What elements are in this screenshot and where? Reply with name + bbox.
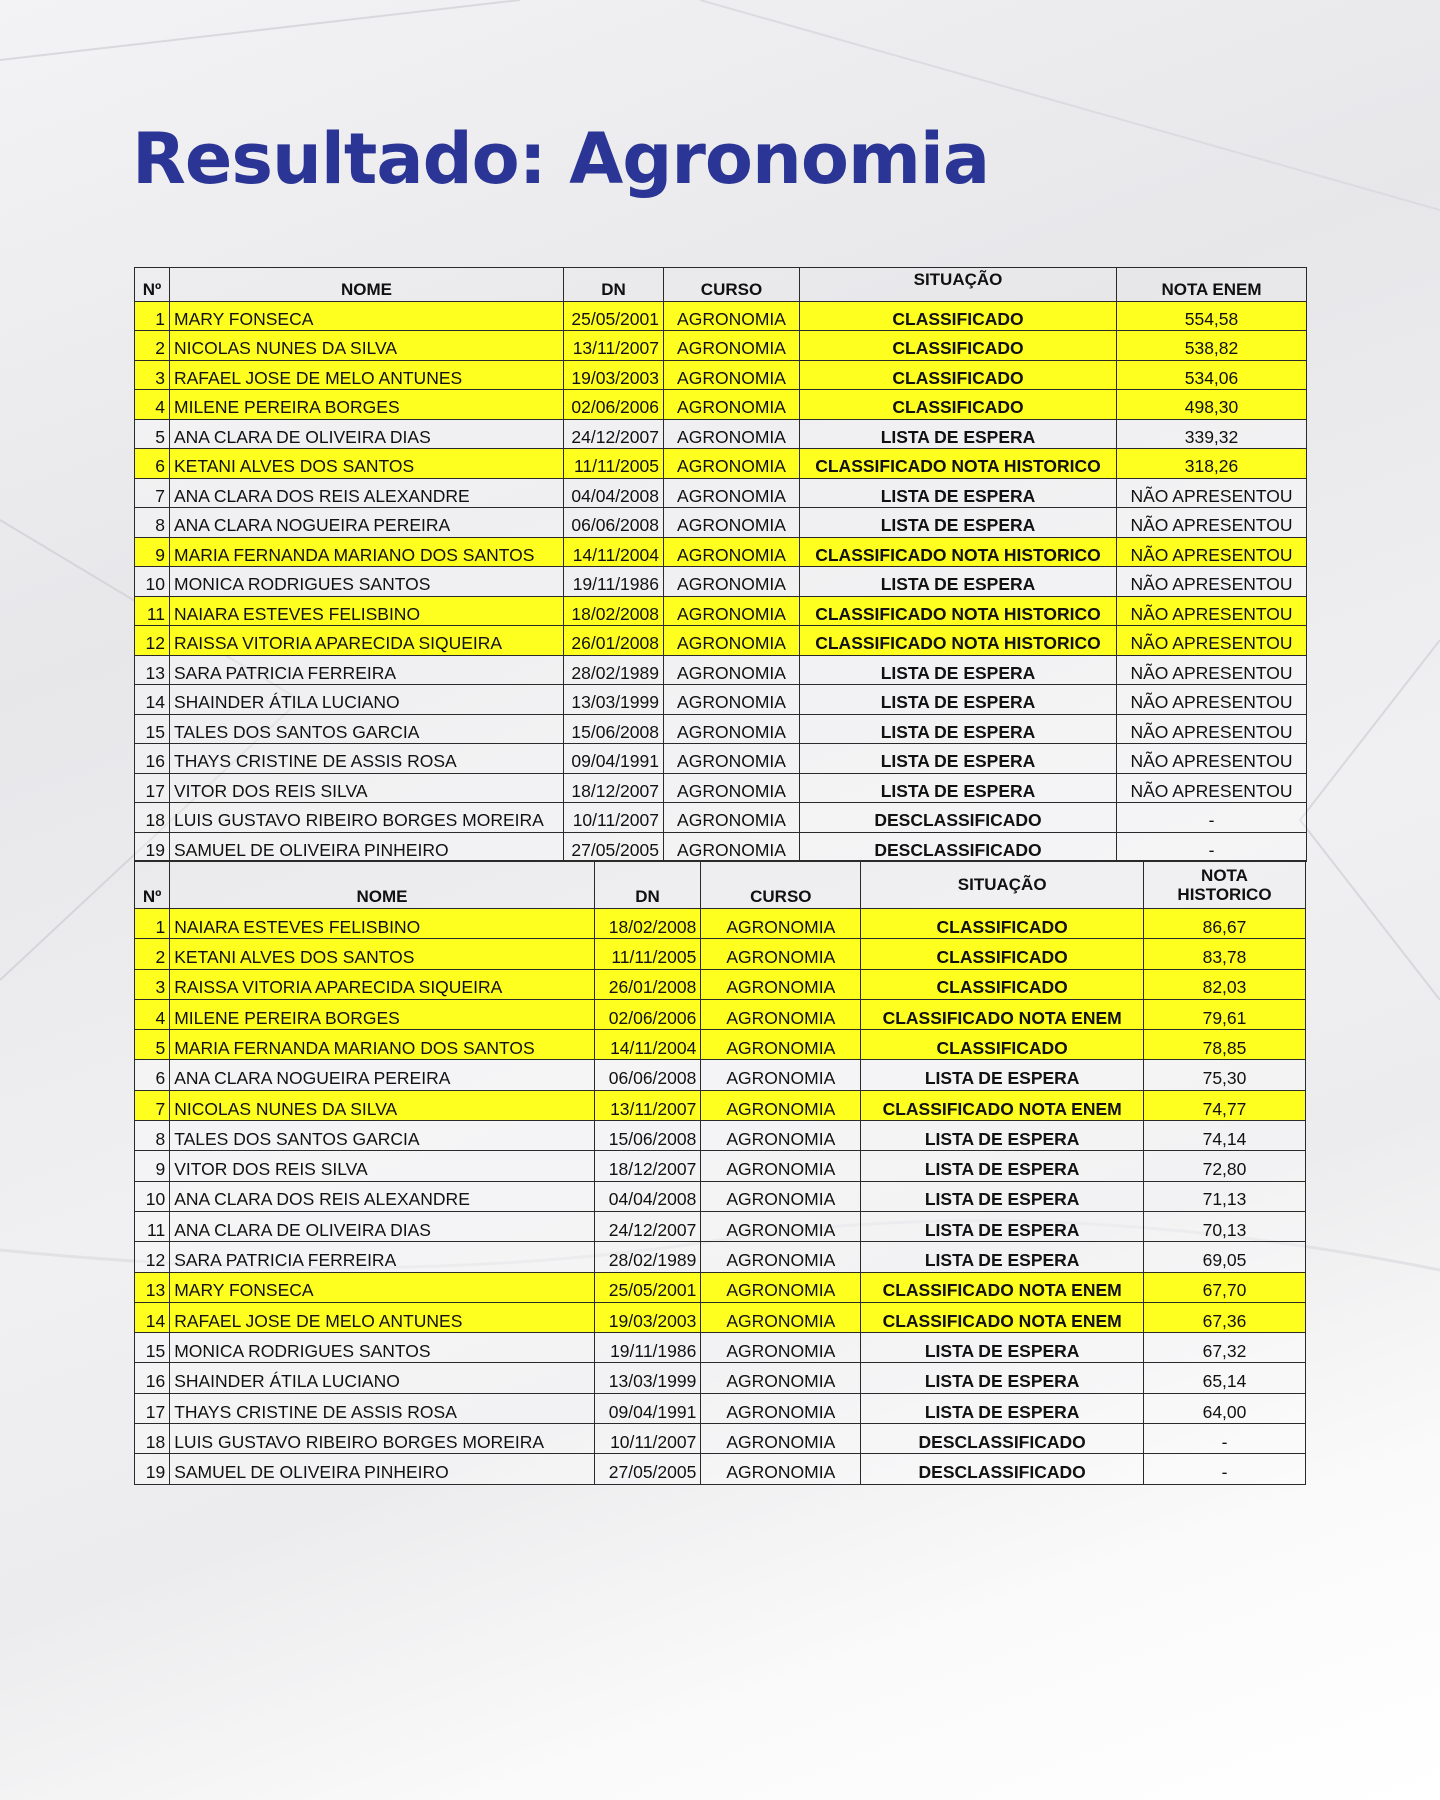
score: 498,30 (1117, 390, 1307, 420)
course: AGRONOMIA (664, 744, 800, 774)
table-row (135, 999, 1306, 1029)
table-row (135, 1272, 1306, 1302)
table-row (135, 331, 1307, 361)
birth-date: 26/01/2008 (594, 969, 701, 999)
course: AGRONOMIA (664, 508, 800, 538)
table-row (135, 655, 1307, 685)
row-number: 13 (135, 1272, 170, 1302)
status: DESCLASSIFICADO (861, 1424, 1144, 1454)
student-name: ANA CLARA DOS REIS ALEXANDRE (170, 478, 564, 508)
table-row (135, 1211, 1306, 1241)
course: AGRONOMIA (664, 685, 800, 715)
course: AGRONOMIA (664, 714, 800, 744)
student-name: RAFAEL JOSE DE MELO ANTUNES (170, 360, 564, 390)
row-number: 10 (135, 1181, 170, 1211)
table-row (135, 1302, 1306, 1332)
student-name: NICOLAS NUNES DA SILVA (170, 331, 564, 361)
status: DESCLASSIFICADO (800, 803, 1117, 833)
status: LISTA DE ESPERA (800, 655, 1117, 685)
student-name: SARA PATRICIA FERREIRA (170, 655, 564, 685)
row-number: 18 (135, 1424, 170, 1454)
score: 74,77 (1144, 1090, 1306, 1120)
row-number: 16 (135, 744, 170, 774)
birth-date: 11/11/2005 (594, 939, 701, 969)
birth-date: 14/11/2004 (564, 537, 664, 567)
status: CLASSIFICADO NOTA HISTORICO (800, 449, 1117, 479)
score: 65,14 (1144, 1363, 1306, 1393)
score: - (1144, 1424, 1306, 1454)
course: AGRONOMIA (664, 301, 800, 331)
row-number: 5 (135, 419, 170, 449)
birth-date: 19/03/2003 (594, 1302, 701, 1332)
student-name: NAIARA ESTEVES FELISBINO (170, 596, 564, 626)
row-number: 8 (135, 508, 170, 538)
birth-date: 18/12/2007 (594, 1151, 701, 1181)
row-number: 9 (135, 537, 170, 567)
col-header-name: NOME (170, 268, 564, 302)
row-number: 3 (135, 969, 170, 999)
student-name: SAMUEL DE OLIVEIRA PINHEIRO (170, 1454, 595, 1484)
course: AGRONOMIA (664, 626, 800, 656)
student-name: NAIARA ESTEVES FELISBINO (170, 909, 595, 939)
birth-date: 13/03/1999 (594, 1363, 701, 1393)
table-row (135, 832, 1307, 862)
table-row (135, 1393, 1306, 1423)
row-number: 6 (135, 1060, 170, 1090)
birth-date: 18/02/2008 (564, 596, 664, 626)
col-header-dn: DN (594, 861, 701, 909)
row-number: 14 (135, 685, 170, 715)
score: NÃO APRESENTOU (1117, 685, 1307, 715)
birth-date: 19/11/1986 (594, 1333, 701, 1363)
birth-date: 19/03/2003 (564, 360, 664, 390)
table-row (135, 390, 1307, 420)
student-name: RAFAEL JOSE DE MELO ANTUNES (170, 1302, 595, 1332)
row-number: 2 (135, 939, 170, 969)
row-number: 4 (135, 390, 170, 420)
status: LISTA DE ESPERA (800, 685, 1117, 715)
table-row (135, 1181, 1306, 1211)
col-header-nota-historico (1144, 861, 1306, 909)
table-row (135, 1090, 1306, 1120)
student-name: TALES DOS SANTOS GARCIA (170, 1121, 595, 1151)
score: 86,67 (1144, 909, 1306, 939)
row-number: 14 (135, 1302, 170, 1332)
status: CLASSIFICADO NOTA ENEM (861, 999, 1144, 1029)
status: LISTA DE ESPERA (861, 1333, 1144, 1363)
student-name: SHAINDER ÁTILA LUCIANO (170, 685, 564, 715)
row-number: 2 (135, 331, 170, 361)
student-name: MONICA RODRIGUES SANTOS (170, 1333, 595, 1363)
score: 339,32 (1117, 419, 1307, 449)
row-number: 1 (135, 909, 170, 939)
student-name: RAISSA VITORIA APARECIDA SIQUEIRA (170, 969, 595, 999)
student-name: ANA CLARA DOS REIS ALEXANDRE (170, 1181, 595, 1211)
student-name: MARY FONSECA (170, 1272, 595, 1302)
status: CLASSIFICADO (800, 360, 1117, 390)
student-name: MONICA RODRIGUES SANTOS (170, 567, 564, 597)
course: AGRONOMIA (701, 999, 861, 1029)
table-row (135, 969, 1306, 999)
status: LISTA DE ESPERA (861, 1393, 1144, 1423)
course: AGRONOMIA (701, 1363, 861, 1393)
birth-date: 02/06/2006 (594, 999, 701, 1029)
course: AGRONOMIA (664, 832, 800, 862)
table-row (135, 1151, 1306, 1181)
birth-date: 09/04/1991 (564, 744, 664, 774)
table-row (135, 449, 1307, 479)
score: 78,85 (1144, 1030, 1306, 1060)
course: AGRONOMIA (701, 939, 861, 969)
course: AGRONOMIA (664, 419, 800, 449)
col-header-num: Nº (135, 861, 170, 909)
score: 554,58 (1117, 301, 1307, 331)
status: CLASSIFICADO (800, 301, 1117, 331)
status: LISTA DE ESPERA (861, 1363, 1144, 1393)
score: 79,61 (1144, 999, 1306, 1029)
student-name: THAYS CRISTINE DE ASSIS ROSA (170, 1393, 595, 1423)
score: 71,13 (1144, 1181, 1306, 1211)
table-row (135, 773, 1307, 803)
course: AGRONOMIA (701, 1060, 861, 1090)
status: CLASSIFICADO (861, 939, 1144, 969)
course: AGRONOMIA (664, 537, 800, 567)
student-name: LUIS GUSTAVO RIBEIRO BORGES MOREIRA (170, 1424, 595, 1454)
course: AGRONOMIA (701, 1454, 861, 1484)
table-row (135, 596, 1307, 626)
score: NÃO APRESENTOU (1117, 478, 1307, 508)
score: NÃO APRESENTOU (1117, 773, 1307, 803)
score: - (1117, 803, 1307, 833)
col-header-curso: CURSO (664, 268, 800, 302)
score: 69,05 (1144, 1242, 1306, 1272)
score: 83,78 (1144, 939, 1306, 969)
row-number: 11 (135, 596, 170, 626)
course: AGRONOMIA (701, 1211, 861, 1241)
status: CLASSIFICADO NOTA HISTORICO (800, 596, 1117, 626)
historico-table-body (135, 909, 1306, 1485)
table-header-row (135, 861, 1306, 909)
student-name: MARIA FERNANDA MARIANO DOS SANTOS (170, 537, 564, 567)
student-name: THAYS CRISTINE DE ASSIS ROSA (170, 744, 564, 774)
row-number: 15 (135, 1333, 170, 1363)
score: 72,80 (1144, 1151, 1306, 1181)
score: 67,36 (1144, 1302, 1306, 1332)
status: DESCLASSIFICADO (861, 1454, 1144, 1484)
student-name: MARIA FERNANDA MARIANO DOS SANTOS (170, 1030, 595, 1060)
table-row (135, 1454, 1306, 1484)
birth-date: 06/06/2008 (564, 508, 664, 538)
course: AGRONOMIA (664, 360, 800, 390)
status: LISTA DE ESPERA (861, 1121, 1144, 1151)
birth-date: 28/02/1989 (594, 1242, 701, 1272)
row-number: 18 (135, 803, 170, 833)
table-row (135, 508, 1307, 538)
birth-date: 10/11/2007 (594, 1424, 701, 1454)
birth-date: 13/11/2007 (564, 331, 664, 361)
student-name: ANA CLARA DE OLIVEIRA DIAS (170, 1211, 595, 1241)
score: 318,26 (1117, 449, 1307, 479)
student-name: RAISSA VITORIA APARECIDA SIQUEIRA (170, 626, 564, 656)
row-number: 9 (135, 1151, 170, 1181)
birth-date: 18/02/2008 (594, 909, 701, 939)
course: AGRONOMIA (664, 449, 800, 479)
course: AGRONOMIA (664, 596, 800, 626)
birth-date: 19/11/1986 (564, 567, 664, 597)
row-number: 12 (135, 626, 170, 656)
score: NÃO APRESENTOU (1117, 596, 1307, 626)
table-row (135, 803, 1307, 833)
status: LISTA DE ESPERA (800, 773, 1117, 803)
birth-date: 09/04/1991 (594, 1393, 701, 1423)
birth-date: 11/11/2005 (564, 449, 664, 479)
student-name: ANA CLARA DE OLIVEIRA DIAS (170, 419, 564, 449)
table-row (135, 626, 1307, 656)
birth-date: 27/05/2005 (564, 832, 664, 862)
status: CLASSIFICADO NOTA ENEM (861, 1302, 1144, 1332)
student-name: ANA CLARA NOGUEIRA PEREIRA (170, 1060, 595, 1090)
row-number: 19 (135, 1454, 170, 1484)
score: 82,03 (1144, 969, 1306, 999)
row-number: 16 (135, 1363, 170, 1393)
row-number: 3 (135, 360, 170, 390)
table-row (135, 1363, 1306, 1393)
student-name: MILENE PEREIRA BORGES (170, 999, 595, 1029)
table-row (135, 685, 1307, 715)
status: LISTA DE ESPERA (800, 508, 1117, 538)
row-number: 17 (135, 1393, 170, 1423)
score: NÃO APRESENTOU (1117, 655, 1307, 685)
score: NÃO APRESENTOU (1117, 714, 1307, 744)
score: NÃO APRESENTOU (1117, 567, 1307, 597)
birth-date: 25/05/2001 (594, 1272, 701, 1302)
status: LISTA DE ESPERA (861, 1060, 1144, 1090)
student-name: SHAINDER ÁTILA LUCIANO (170, 1363, 595, 1393)
course: AGRONOMIA (701, 1333, 861, 1363)
table-row (135, 537, 1307, 567)
row-number: 7 (135, 478, 170, 508)
table-row (135, 1333, 1306, 1363)
course: AGRONOMIA (701, 1393, 861, 1423)
row-number: 10 (135, 567, 170, 597)
birth-date: 13/11/2007 (594, 1090, 701, 1120)
student-name: ANA CLARA NOGUEIRA PEREIRA (170, 508, 564, 538)
student-name: VITOR DOS REIS SILVA (170, 1151, 595, 1181)
student-name: MILENE PEREIRA BORGES (170, 390, 564, 420)
nota-header-line1: NOTA (1201, 865, 1248, 885)
col-header-curso: CURSO (701, 861, 861, 909)
score: 534,06 (1117, 360, 1307, 390)
table-row (135, 1424, 1306, 1454)
table-row (135, 567, 1307, 597)
course: AGRONOMIA (701, 969, 861, 999)
row-number: 15 (135, 714, 170, 744)
row-number: 11 (135, 1211, 170, 1241)
birth-date: 14/11/2004 (594, 1030, 701, 1060)
row-number: 4 (135, 999, 170, 1029)
table-row (135, 478, 1307, 508)
student-name: MARY FONSECA (170, 301, 564, 331)
score: 74,14 (1144, 1121, 1306, 1151)
birth-date: 15/06/2008 (594, 1121, 701, 1151)
student-name: NICOLAS NUNES DA SILVA (170, 1090, 595, 1120)
status: CLASSIFICADO NOTA ENEM (861, 1090, 1144, 1120)
table-row (135, 1121, 1306, 1151)
score: NÃO APRESENTOU (1117, 508, 1307, 538)
course: AGRONOMIA (664, 331, 800, 361)
student-name: VITOR DOS REIS SILVA (170, 773, 564, 803)
table-row (135, 1060, 1306, 1090)
score: NÃO APRESENTOU (1117, 537, 1307, 567)
course: AGRONOMIA (701, 1424, 861, 1454)
status: CLASSIFICADO (861, 909, 1144, 939)
course: AGRONOMIA (701, 1030, 861, 1060)
course: AGRONOMIA (701, 1121, 861, 1151)
status: LISTA DE ESPERA (861, 1181, 1144, 1211)
course: AGRONOMIA (701, 1181, 861, 1211)
status: CLASSIFICADO (800, 331, 1117, 361)
course: AGRONOMIA (701, 1090, 861, 1120)
table-row (135, 714, 1307, 744)
status: LISTA DE ESPERA (800, 419, 1117, 449)
birth-date: 18/12/2007 (564, 773, 664, 803)
course: AGRONOMIA (664, 773, 800, 803)
student-name: KETANI ALVES DOS SANTOS (170, 939, 595, 969)
birth-date: 25/05/2001 (564, 301, 664, 331)
course: AGRONOMIA (701, 1242, 861, 1272)
status: CLASSIFICADO (861, 969, 1144, 999)
student-name: TALES DOS SANTOS GARCIA (170, 714, 564, 744)
col-header-dn: DN (564, 268, 664, 302)
row-number: 8 (135, 1121, 170, 1151)
status: LISTA DE ESPERA (800, 714, 1117, 744)
status: LISTA DE ESPERA (861, 1211, 1144, 1241)
table-row (135, 301, 1307, 331)
course: AGRONOMIA (664, 390, 800, 420)
row-number: 17 (135, 773, 170, 803)
birth-date: 02/06/2006 (564, 390, 664, 420)
course: AGRONOMIA (664, 567, 800, 597)
student-name: SAMUEL DE OLIVEIRA PINHEIRO (170, 832, 564, 862)
score: 67,32 (1144, 1333, 1306, 1363)
status: CLASSIFICADO (800, 390, 1117, 420)
score: - (1144, 1454, 1306, 1484)
status: CLASSIFICADO NOTA ENEM (861, 1272, 1144, 1302)
student-name: SARA PATRICIA FERREIRA (170, 1242, 595, 1272)
student-name: KETANI ALVES DOS SANTOS (170, 449, 564, 479)
score: NÃO APRESENTOU (1117, 744, 1307, 774)
score: 67,70 (1144, 1272, 1306, 1302)
col-header-name: NOME (170, 861, 595, 909)
table-row (135, 1030, 1306, 1060)
birth-date: 26/01/2008 (564, 626, 664, 656)
score: NÃO APRESENTOU (1117, 626, 1307, 656)
score: 70,13 (1144, 1211, 1306, 1241)
row-number: 1 (135, 301, 170, 331)
score: 64,00 (1144, 1393, 1306, 1423)
birth-date: 13/03/1999 (564, 685, 664, 715)
row-number: 13 (135, 655, 170, 685)
birth-date: 27/05/2005 (594, 1454, 701, 1484)
table-header-row (135, 268, 1307, 302)
birth-date: 04/04/2008 (564, 478, 664, 508)
table-row (135, 939, 1306, 969)
course: AGRONOMIA (701, 1151, 861, 1181)
score: 75,30 (1144, 1060, 1306, 1090)
birth-date: 24/12/2007 (594, 1211, 701, 1241)
status: CLASSIFICADO (861, 1030, 1144, 1060)
birth-date: 06/06/2008 (594, 1060, 701, 1090)
table-row (135, 744, 1307, 774)
status: LISTA DE ESPERA (861, 1242, 1144, 1272)
col-header-num: Nº (135, 268, 170, 302)
row-number: 7 (135, 1090, 170, 1120)
course: AGRONOMIA (701, 1272, 861, 1302)
course: AGRONOMIA (701, 1302, 861, 1332)
col-header-situacao: SITUAÇÃO (861, 861, 1144, 909)
row-number: 19 (135, 832, 170, 862)
score: 538,82 (1117, 331, 1307, 361)
course: AGRONOMIA (664, 655, 800, 685)
enem-table-body (135, 301, 1307, 862)
status: LISTA DE ESPERA (800, 567, 1117, 597)
table-row (135, 419, 1307, 449)
row-number: 6 (135, 449, 170, 479)
table-row (135, 1242, 1306, 1272)
page-title: Resultado: Agronomia (132, 118, 990, 200)
student-name: LUIS GUSTAVO RIBEIRO BORGES MOREIRA (170, 803, 564, 833)
enem-results-table (134, 267, 1307, 862)
course: AGRONOMIA (701, 909, 861, 939)
row-number: 5 (135, 1030, 170, 1060)
status: LISTA DE ESPERA (800, 744, 1117, 774)
historico-results-table (134, 860, 1306, 1485)
status: CLASSIFICADO NOTA HISTORICO (800, 537, 1117, 567)
course: AGRONOMIA (664, 478, 800, 508)
row-number: 12 (135, 1242, 170, 1272)
birth-date: 24/12/2007 (564, 419, 664, 449)
table-row (135, 360, 1307, 390)
birth-date: 28/02/1989 (564, 655, 664, 685)
status: CLASSIFICADO NOTA HISTORICO (800, 626, 1117, 656)
status: LISTA DE ESPERA (800, 478, 1117, 508)
col-header-nota-enem: NOTA ENEM (1117, 268, 1307, 302)
nota-header-line2: HISTORICO (1177, 885, 1272, 905)
birth-date: 10/11/2007 (564, 803, 664, 833)
table-row (135, 909, 1306, 939)
col-header-situacao: SITUAÇÃO (800, 268, 1117, 302)
birth-date: 15/06/2008 (564, 714, 664, 744)
score: - (1117, 832, 1307, 862)
birth-date: 04/04/2008 (594, 1181, 701, 1211)
course: AGRONOMIA (664, 803, 800, 833)
status: LISTA DE ESPERA (861, 1151, 1144, 1181)
status: DESCLASSIFICADO (800, 832, 1117, 862)
